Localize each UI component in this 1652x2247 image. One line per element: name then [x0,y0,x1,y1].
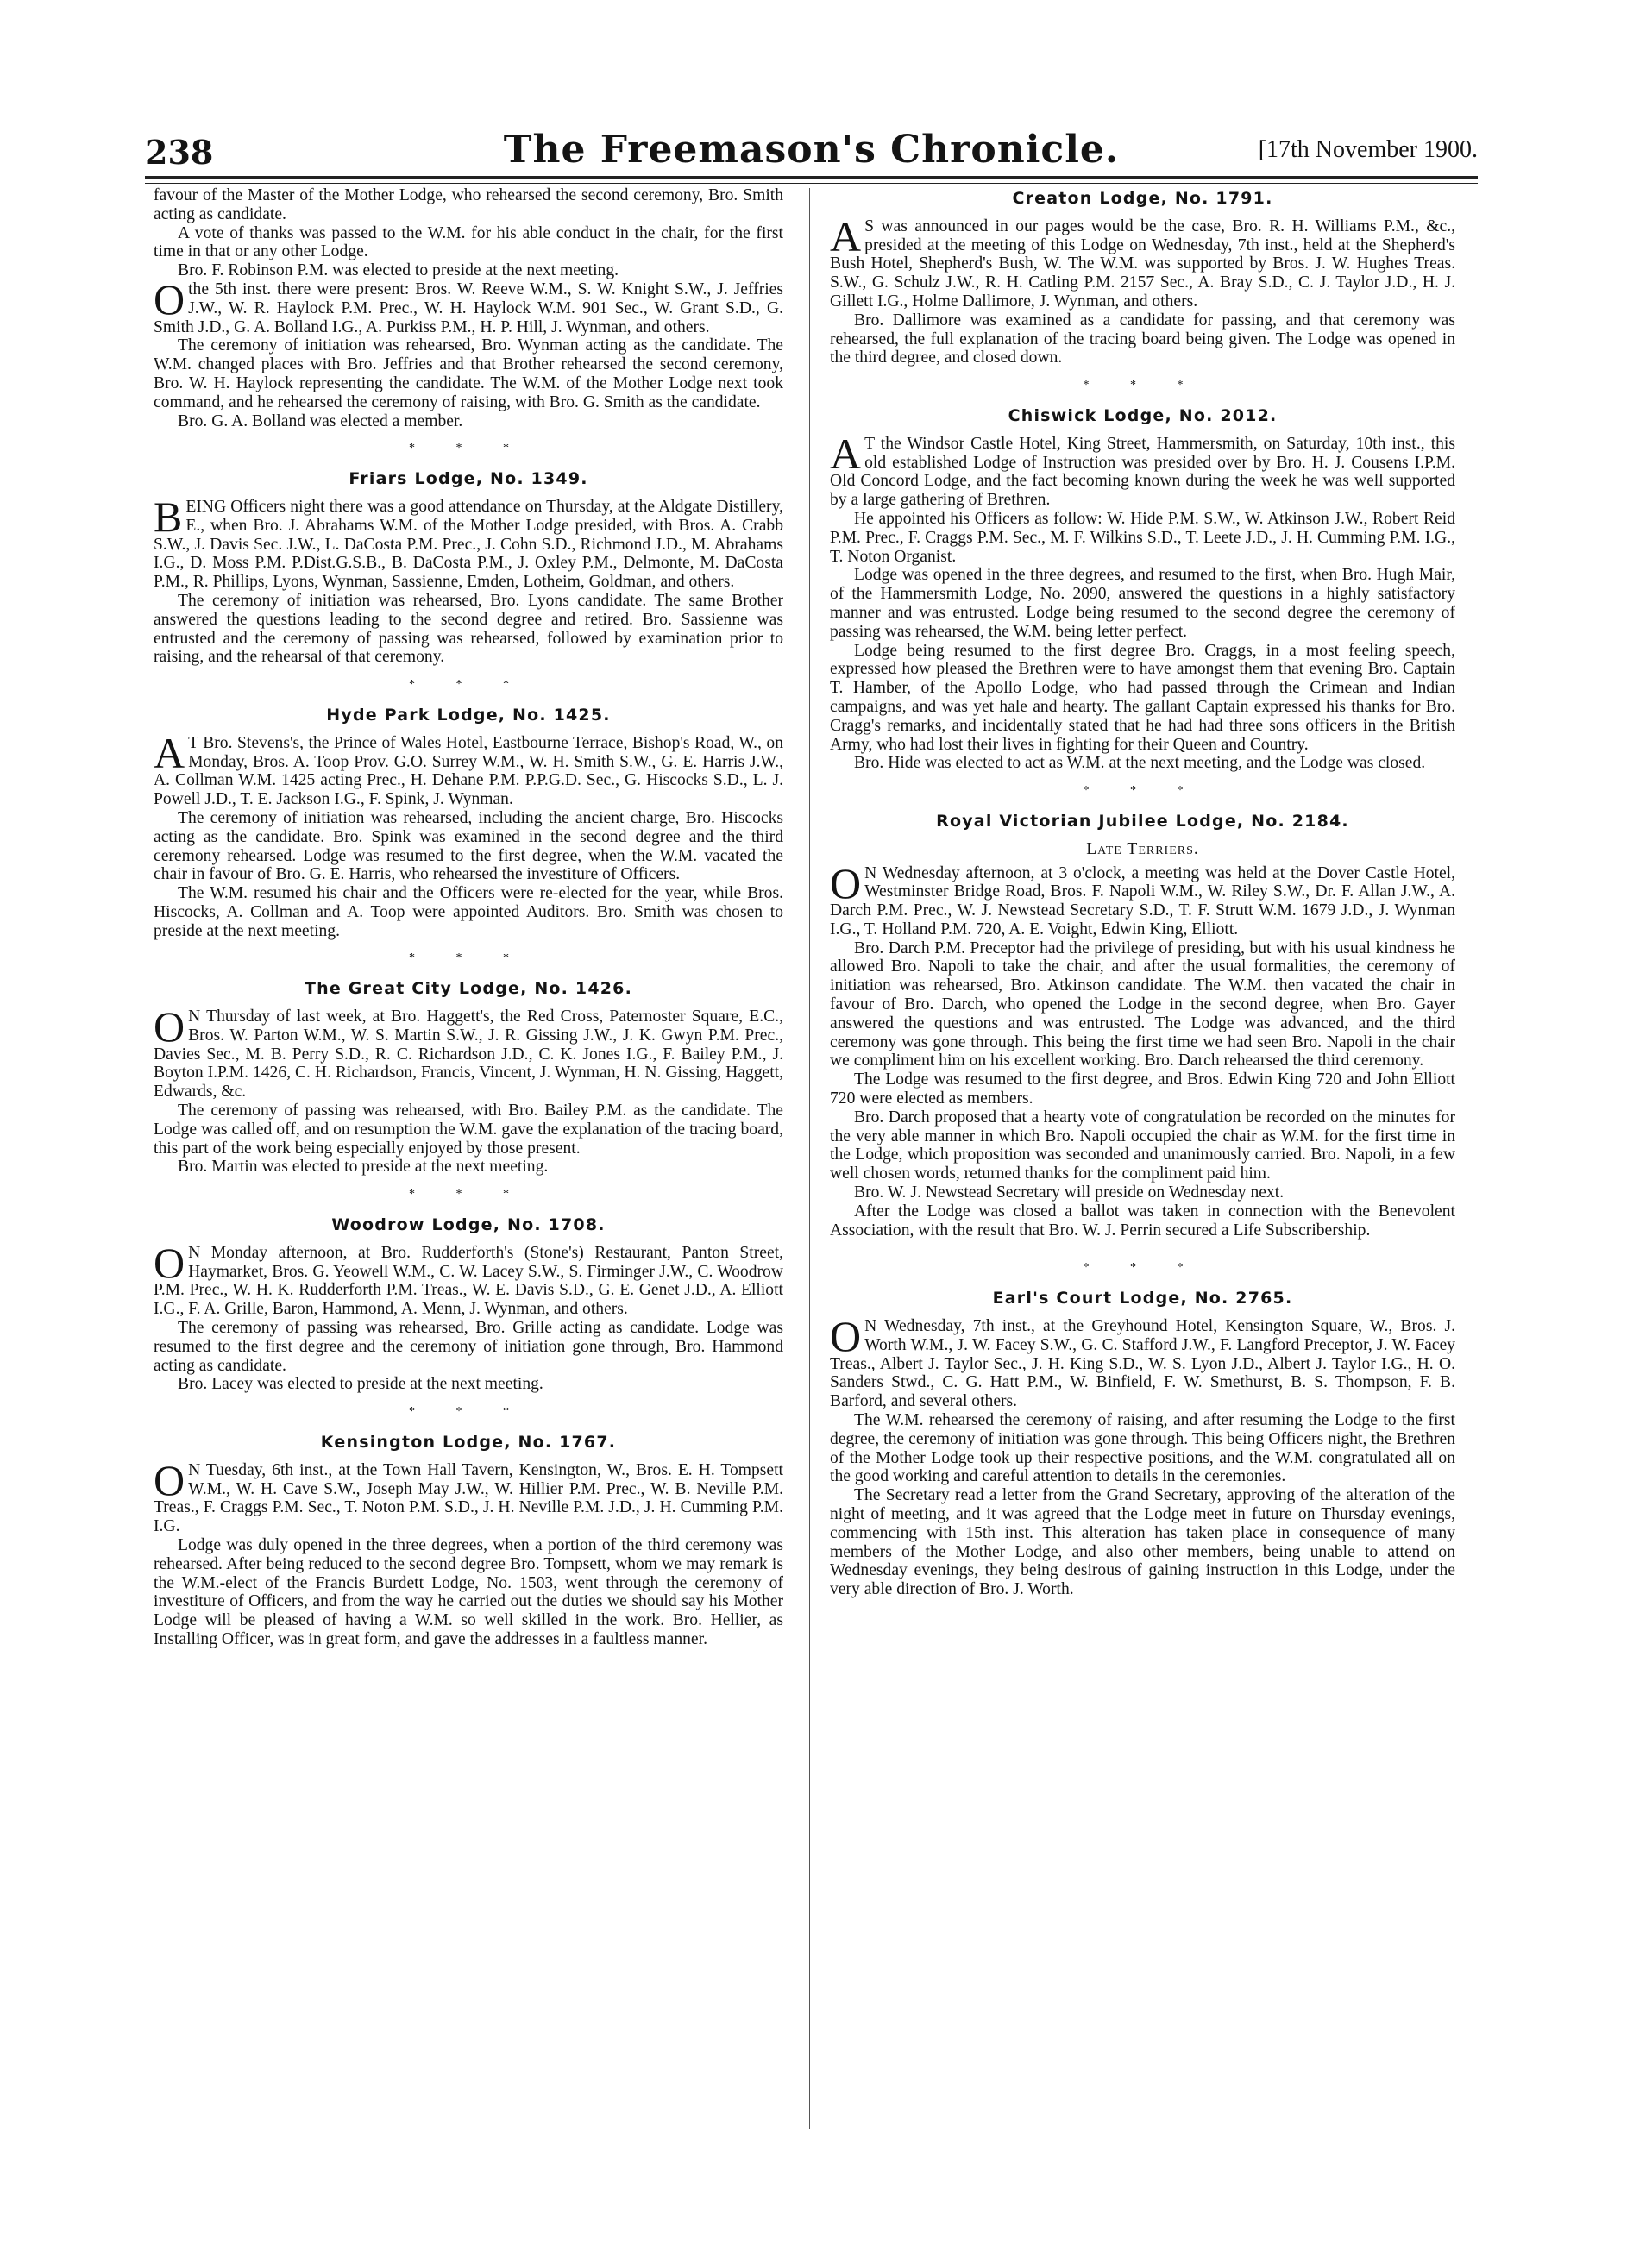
section-heading: Woodrow Lodge, No. 1708. [331,1215,606,1235]
paragraph: After the Lodge was closed a ballot was taken in connection with the Benevolent Association, with the result that Bro. W. J. Perrin secured a Life Subscribership. [830,1202,1455,1240]
section-subheading: Late Terriers. [1086,839,1199,858]
publication-title: The Freemason's Chronicle. [503,128,1120,172]
header-rule [145,176,1478,179]
section-separator: * * * [1083,379,1203,392]
masthead [145,128,1478,178]
paragraph: The ceremony of passing was rehearsed, Bro. Grille acting as candidate. Lodge was resumed to the first degree and the ceremony of initiation gone through, Bro. Hammond acting as candidate. [154,1319,783,1375]
drop-cap: A [830,429,862,478]
paragraph: favour of the Master of the Mother Lodge, who rehearsed the second ceremony, Bro. Smith acting as candidate. [154,186,783,223]
section-separator: * * * [409,442,528,455]
paragraph: O N Wednesday afternoon, at 3 o'clock, a meeting was held at the Dover Castle Hotel, Westminster Bridge Road, Bros. F. Napoli W.M., W. Riley S.W., Dr. F. Allan J.W., A. Darch P.M. Prec., W. J. Newstead Secretary S.D., T. F. Strutt W.M. 1679 J.D., J. Wynman I.G., T. Holland P.M. 720, A. E. Voight, Edwin King, Elliott. [830,858,1455,938]
right-column [830,186,1455,2170]
drop-cap: O [154,1002,185,1051]
paragraph: Lodge being resumed to the first degree Bro. Craggs, in a most feeling speech, expressed how pleased the Brethren were to have amongst them that evening Bro. Captain T. Hamber, of the Apollo Lodge, who had passed through the Crimean and Indian campaigns, and was yet hale and hearty. The gallant Captain expressed his thanks for Bro. Cragg's remarks, and incidentally stated that he had had three sons officers in the British Army, who had lost their lives in fighting for their Queen and Country. [830,641,1455,754]
paragraph: The ceremony of passing was rehearsed, with Bro. Bailey P.M. as the candidate. The Lodge was called off, and on resumption the W.M. gave the explanation of the tracing board, this part of the work being especially enjoyed by those present. [154,1102,783,1158]
section-heading: Royal Victorian Jubilee Lodge, No. 2184. [936,811,1349,831]
paragraph: Bro. Darch P.M. Preceptor had the privilege of presiding, but with his usual kindness he allowed Bro. Napoli to take the chair, and after the usual formalities, the ceremony of initiation was rehearsed, Bro. Atkinson candidate. The W.M. then vacated the chair in favour of Bro. Darch, who opened the Lodge in the second degree, when Bro. Gayer answered the questions and was entrusted. The Lodge was advanced, and the third ceremony was gone through. This being the first time we had seen Bro. Napoli in the chair we compliment him on his excellent working. Bro. Darch rehearsed the third ceremony. [830,938,1455,1070]
section-heading: Creaton Lodge, No. 1791. [1012,189,1273,208]
drop-cap: O [154,274,185,323]
drop-cap: O [154,1238,185,1287]
paragraph: Bro. W. J. Newstead Secretary will preside on Wednesday next. [854,1183,1285,1202]
section-heading: The Great City Lodge, No. 1426. [304,979,633,999]
paragraph: Bro. F. Robinson P.M. was elected to preside at the next meeting. [178,261,619,280]
section-separator: * * * [409,1405,528,1419]
drop-cap: A [830,211,862,260]
paragraph: O N Tuesday, 6th inst., at the Town Hall Tavern, Kensington, W., Bros. E. H. Tompsett W.M., W. H. Cave S.W., Joseph May J.W., W. Hillier P.M. Prec., W. B. Neville P.M. Treas., F. Craggs P.M. Sec., T. Noton P.M. S.D., J. H. Neville P.M. J.D., J. H. Cumming P.M. I.G. [154,1455,783,1536]
section-separator: * * * [409,678,528,692]
paragraph: Bro. G. A. Bolland was elected a member. [178,411,463,430]
paragraph: Othe 5th inst. there were present: Bros. W. Reeve W.M., S. W. Knight S.W., J. Jeffries J.W., W. R. Haylock P.M. Prec., W. H. Haylock W.M. 901 Sec., W. Grant S.D., G. Smith J.D., G. A. Bolland I.G., A. Purkiss P.M., H. P. Hill, J. Wynman, and others. [154,274,783,336]
paragraph: A T Bro. Stevens's, the Prince of Wales Hotel, Eastbourne Terrace, Bishop's Road, W., on Monday, Bros. A. Toop Prov. G.O. Surrey W.M., W. H. Smith S.W., G. E. Harris J.W., A. Collman W.M. 1425 acting Prec., H. Dehane P.M. P.P.G.D. Sec., G. Hiscocks S.D., L. J. Powell J.D., T. E. Jackson I.G., F. Spink, J. Wynman. [154,728,783,809]
paragraph: O N Thursday of last week, at Bro. Haggett's, the Red Cross, Paternoster Square, E.C., Bros. W. Parton W.M., W. S. Martin S.W., J. R. Gissing J.W., J. K. Gwyn P.M. Prec., Davies Sec., M. B. Perry S.D., R. C. Richardson J.D., C. K. Jones I.G., F. Bailey P.M., J. Boyton I.P.M. 1426, C. H. Richardson, Francis, Vincent, J. Wynman, H. N. Gissing, Haggett, Edwards, &c. [154,1002,783,1102]
paragraph: The W.M. rehearsed the ceremony of raising, and after resuming the Lodge to the first degree, the ceremony of initiation was gone through. This being Officers night, the Brethren of the Mother Lodge took up their respective positions, and the W.M. congratulated all on the good working and careful attention to details in the ceremonies. [830,1411,1455,1486]
paragraph: A vote of thanks was passed to the W.M. for his able conduct in the chair, for the first time in that or any other Lodge. [154,223,783,261]
paragraph: A S was announced in our pages would be the case, Bro. R. H. Williams P.M., &c., presided at the meeting of this Lodge on Wednesday, 7th inst., held at the Shepherd's Bush Hotel, Shepherd's Bush, W. The W.M. was supported by Bros. J. W. Hughes Treas. S.W., G. Schulz J.W., R. H. Catling P.M. 2157 Sec., A. Bray S.D., C. J. Taylor J.D., H. J. Gillett I.G., Holme Dallimore, J. Wynman, and others. [830,211,1455,311]
drop-cap: A [154,728,185,777]
paragraph: The ceremony of initiation was rehearsed, Bro. Wynman acting as the candidate. The W.M. changed places with Bro. Jeffries and that Brother rehearsed the second ceremony, Bro. W. H. Haylock representing the candidate. The W.M. of the Mother Lodge next took command, and he rehearsed the ceremony of raising, with Bro. G. Smith as the candidate. [154,336,783,411]
section-heading: Chiswick Lodge, No. 2012. [1008,405,1278,425]
section-separator: * * * [1083,1261,1203,1275]
page-number: 238 [145,133,214,172]
paragraph: The Secretary read a letter from the Grand Secretary, approving of the alteration of the night of meeting, and it was agreed that the Lodge meet in future on Thursday evenings, commencing with 15th inst. This alteration has taken place in consequence of many members of the Mother Lodge, and also other members, being unable to attend on Wednesday evenings, they being desirous of gaining instruction in this Lodge, under the very able direction of Bro. J. Worth. [830,1486,1455,1599]
left-column [154,186,783,2170]
section-separator: * * * [409,951,528,965]
drop-cap: O [830,858,862,907]
section-heading: Hyde Park Lodge, No. 1425. [326,705,611,725]
paragraph: The ceremony of initiation was rehearsed, including the ancient charge, Bro. Hiscocks acting as the candidate. Bro. Spink was examined in the second degree and the third ceremony rehearsed. Lodge was resumed to the first degree, when the W.M. vacated the chair in favour of Bro. G. E. Harris, who rehearsed the investiture of Officers. [154,808,783,884]
paragraph: The ceremony of initiation was rehearsed, Bro. Lyons candidate. The same Brother answered the questions leading to the second degree and retired. Bro. Sassienne was entrusted and the ceremony of passing was rehearsed, followed by examination prior to raising, and the rehearsal of that ceremony. [154,591,783,667]
paragraph: The W.M. resumed his chair and the Officers were re-elected for the year, while Bros. Hiscocks, A. Collman and A. Toop were appointed Auditors. Bro. Smith was chosen to preside at the next meeting. [154,884,783,940]
drop-cap: B [154,492,183,541]
paragraph: Bro. Lacey was elected to preside at the next meeting. [178,1375,543,1394]
column-divider [809,188,810,2129]
drop-cap: O [830,1312,862,1361]
paragraph: A T the Windsor Castle Hotel, King Street, Hammersmith, on Saturday, 10th inst., this old established Lodge of Instruction was presided over by Bro. H. J. Cousens I.P.M. Old Concord Lodge, and the fact becoming known during the week he was well supported by a large gathering of Brethren. [830,429,1455,510]
paragraph: O N Wednesday, 7th inst., at the Greyhound Hotel, Kensington Square, W., Bros. J. Worth W.M., J. W. Facey S.W., G. C. Stafford J.W., F. Langford Preceptor, J. W. Facey Treas., Albert J. Taylor Sec., J. H. King S.D., W. S. Lyon J.D., Albert J. Taylor I.G., H. O. Sanders Stwd., C. G. Hatt P.M., W. Binfield, F. W. Smethurst, B. S. Thompson, F. B. Barford, and several others. [830,1312,1455,1411]
paragraph: BEING Officers night there was a good attendance on Thursday, at the Aldgate Distillery, E., when Bro. J. Abrahams W.M. of the Mother Lodge presided, with Bros. A. Crabb S.W., J. Davis Sec. J.W., L. DaCosta P.M. Prec., J. Cohn S.D., Richmond J.D., M. Abrahams I.G., D. Moss P.M. P.Dist.G.S.B., B. DaCosta P.M., J. Oxley P.M., Delmonte, M. DaCosta P.M., R. Phillips, Lyons, Wynman, Sassienne, Emden, Lotheim, Goldman, and others. [154,492,783,592]
section-heading: Friars Lodge, No. 1349. [349,469,588,489]
paragraph: Bro. Martin was elected to preside at the next meeting. [178,1158,549,1177]
section-separator: * * * [409,1188,528,1202]
issue-date: [17th November 1900. [1258,136,1478,163]
paragraph: The Lodge was resumed to the first degree, and Bros. Edwin King 720 and John Elliott 720 were elected as members. [830,1070,1455,1108]
paragraph: Bro. Hide was elected to act as W.M. at the next meeting, and the Lodge was closed. [854,754,1426,773]
section-separator: * * * [1083,784,1203,798]
drop-cap: O [154,1455,185,1504]
section-heading: Earl's Court Lodge, No. 2765. [992,1289,1293,1309]
paragraph: Lodge was opened in the three degrees, and resumed to the first, when Bro. Hugh Mair, of the Hammersmith Lodge, No. 2090, answered the questions in a highly satisfactory manner and was entrusted. Lodge being resumed to the second degree the ceremony of passing was rehearsed, the W.M. being letter perfect. [830,566,1455,641]
paragraph: O N Monday afternoon, at Bro. Rudderforth's (Stone's) Restaurant, Panton Street, Haymarket, Bros. G. Yeowell W.M., C. W. Lacey S.W., S. Firminger J.W., C. Woodrow P.M. Prec., W. H. K. Rudderforth P.M. Treas., W. E. Davis S.D., G. E. Genet J.D., A. Elliott I.G., F. A. Grille, Baron, Hammond, A. Menn, J. Wynman, and others. [154,1238,783,1319]
paragraph: He appointed his Officers as follow: W. Hide P.M. S.W., W. Atkinson J.W., Robert Reid P.M. Prec., F. Craggs P.M. Sec., M. F. Wilkins S.D., T. Leete J.D., J. H. Cumming P.M. I.G., T. Noton Organist. [830,509,1455,566]
paragraph: Bro. Darch proposed that a hearty vote of congratulation be recorded on the minutes for the very able manner in which Bro. Napoli occupied the chair as W.M. for the first time in the Lodge, which proposition was seconded and unanimously carried. Bro. Napoli, in a few well chosen words, returned thanks for the compliment paid him. [830,1108,1455,1183]
paragraph: Lodge was duly opened in the three degrees, when a portion of the third ceremony was rehearsed. After being reduced to the second degree Bro. Tompsett, whom we may remark is the W.M.-elect of the Francis Burdett Lodge, No. 1503, went through the ceremony of investiture of Officers, and from the way he carried out the duties we should say his Mother Lodge will be pleased of having a W.M. so well skilled in the work. Bro. Hellier, as Installing Officer, was in great form, and gave the addresses in a faultless manner. [154,1536,783,1648]
section-heading: Kensington Lodge, No. 1767. [320,1433,617,1453]
paragraph: Bro. Dallimore was examined as a candidate for passing, and that ceremony was rehearsed, the full explanation of the tracing board being given. The Lodge was opened in the third degree, and closed down. [830,311,1455,367]
header-rule-thin [145,183,1478,184]
